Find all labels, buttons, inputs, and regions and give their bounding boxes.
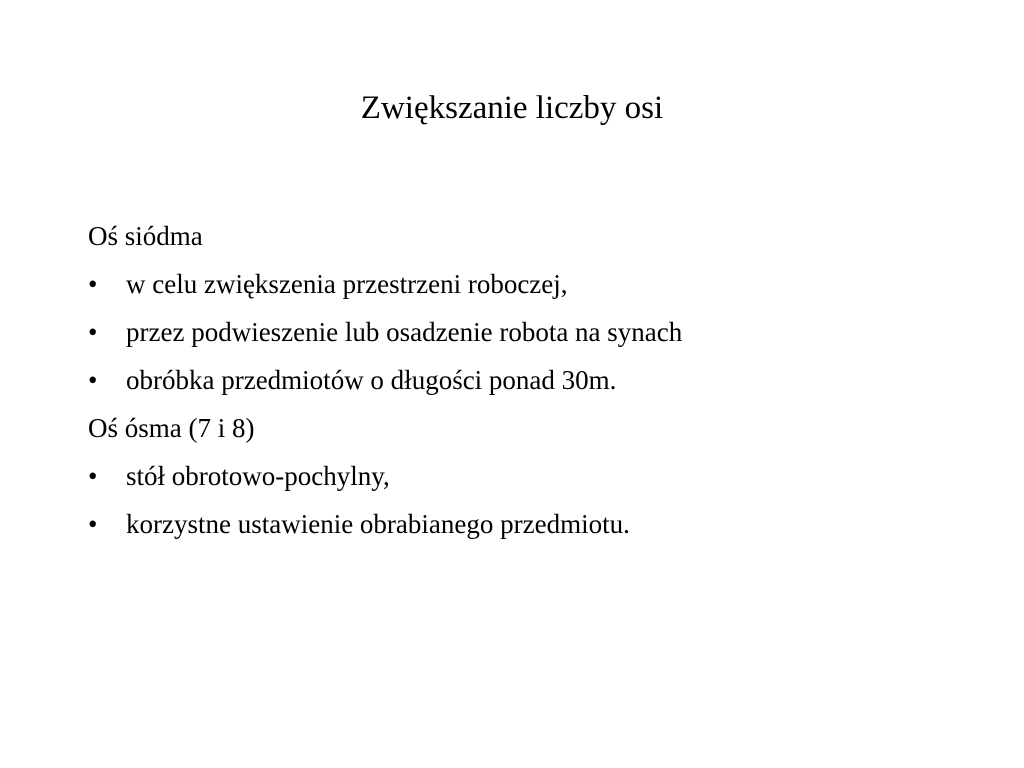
bullet-item xyxy=(88,452,968,500)
slide-title: Zwiększanie liczby osi xyxy=(360,90,664,126)
bullet-icon: • xyxy=(88,317,98,347)
bullet-text: stół obrotowo-pochylny, xyxy=(126,461,390,491)
bullet-text: korzystne ustawienie obrabianego przedmiotu. xyxy=(126,509,630,539)
bullet-item xyxy=(88,308,968,356)
section-heading-axis-seven: Oś siódma xyxy=(88,221,203,251)
bullet-list-axis-seven xyxy=(88,260,968,404)
bullet-text: w celu zwiększenia przestrzeni roboczej, xyxy=(126,269,568,299)
bullet-icon: • xyxy=(88,269,98,299)
bullet-item xyxy=(88,500,968,548)
bullet-list-axis-eight xyxy=(88,452,968,548)
section-heading-axis-eight: Oś ósma (7 i 8) xyxy=(88,413,255,443)
bullet-icon: • xyxy=(88,509,98,539)
slide-content xyxy=(88,212,968,548)
bullet-icon: • xyxy=(88,461,98,491)
bullet-item xyxy=(88,260,968,308)
bullet-text: obróbka przedmiotów o długości ponad 30m. xyxy=(126,365,617,395)
bullet-text: przez podwieszenie lub osadzenie robota na synach xyxy=(126,317,683,347)
bullet-item xyxy=(88,356,968,404)
bullet-icon: • xyxy=(88,365,98,395)
